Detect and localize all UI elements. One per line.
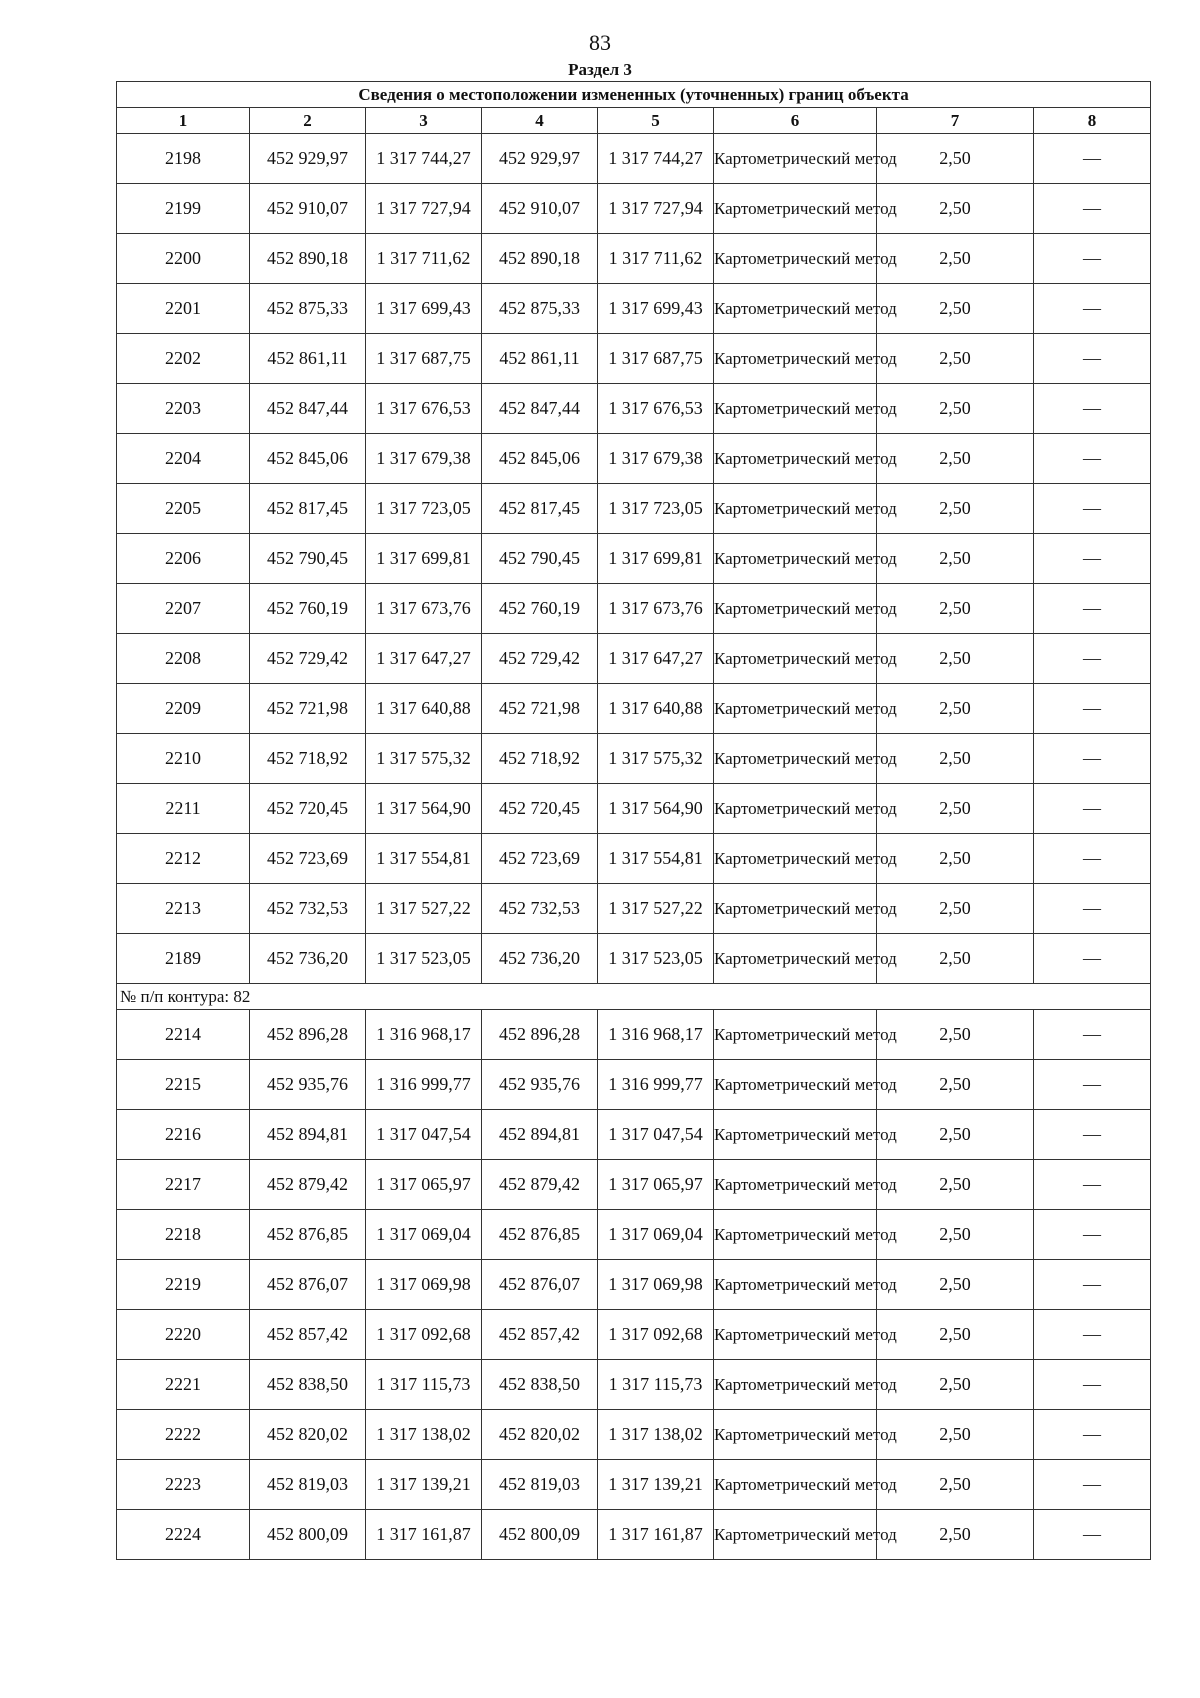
x-coordinate-cell: 452 896,28: [482, 1010, 598, 1060]
point-number-cell: 2212: [117, 834, 250, 884]
point-number-cell: 2218: [117, 1210, 250, 1260]
description-cell: —: [1034, 784, 1151, 834]
y-coordinate-cell: 1 317 527,22: [366, 884, 482, 934]
x-coordinate-cell: 452 820,02: [482, 1410, 598, 1460]
x-coordinate-cell: 452 861,11: [482, 334, 598, 384]
method-cell: Картометрический метод: [714, 1160, 877, 1210]
method-cell: Картометрический метод: [714, 1310, 877, 1360]
precision-cell: 2,50: [877, 334, 1034, 384]
method-cell: Картометрический метод: [714, 184, 877, 234]
y-coordinate-cell: 1 317 575,32: [366, 734, 482, 784]
column-number: 8: [1034, 108, 1151, 134]
description-cell: —: [1034, 434, 1151, 484]
x-coordinate-cell: 452 890,18: [482, 234, 598, 284]
description-cell: —: [1034, 1060, 1151, 1110]
point-number-cell: 2204: [117, 434, 250, 484]
column-number: 1: [117, 108, 250, 134]
point-number-cell: 2217: [117, 1160, 250, 1210]
method-cell: Картометрический метод: [714, 934, 877, 984]
precision-cell: 2,50: [877, 734, 1034, 784]
y-coordinate-cell: 1 317 139,21: [366, 1460, 482, 1510]
x-coordinate-cell: 452 721,98: [482, 684, 598, 734]
x-coordinate-cell: 452 894,81: [250, 1110, 366, 1160]
x-coordinate-cell: 452 817,45: [250, 484, 366, 534]
x-coordinate-cell: 452 929,97: [250, 134, 366, 184]
precision-cell: 2,50: [877, 1360, 1034, 1410]
y-coordinate-cell: 1 317 727,94: [598, 184, 714, 234]
method-cell: Картометрический метод: [714, 1510, 877, 1560]
x-coordinate-cell: 452 718,92: [250, 734, 366, 784]
precision-cell: 2,50: [877, 434, 1034, 484]
y-coordinate-cell: 1 317 138,02: [366, 1410, 482, 1460]
method-cell: Картометрический метод: [714, 584, 877, 634]
y-coordinate-cell: 1 317 676,53: [366, 384, 482, 434]
x-coordinate-cell: 452 800,09: [250, 1510, 366, 1560]
y-coordinate-cell: 1 316 968,17: [598, 1010, 714, 1060]
x-coordinate-cell: 452 729,42: [250, 634, 366, 684]
description-cell: —: [1034, 884, 1151, 934]
section-title: Раздел 3: [568, 60, 632, 79]
y-coordinate-cell: 1 317 699,81: [366, 534, 482, 584]
contour-label: № п/п контура: 82: [117, 984, 1151, 1010]
method-cell: Картометрический метод: [714, 1060, 877, 1110]
description-cell: —: [1034, 484, 1151, 534]
y-coordinate-cell: 1 317 047,54: [598, 1110, 714, 1160]
x-coordinate-cell: 452 720,45: [250, 784, 366, 834]
method-cell: Картометрический метод: [714, 784, 877, 834]
table-row: [117, 1110, 1151, 1160]
table-row: [117, 1410, 1151, 1460]
x-coordinate-cell: 452 819,03: [250, 1460, 366, 1510]
precision-cell: 2,50: [877, 784, 1034, 834]
point-number-cell: 2199: [117, 184, 250, 234]
description-cell: —: [1034, 1310, 1151, 1360]
y-coordinate-cell: 1 317 139,21: [598, 1460, 714, 1510]
x-coordinate-cell: 452 876,85: [250, 1210, 366, 1260]
precision-cell: 2,50: [877, 1260, 1034, 1310]
y-coordinate-cell: 1 317 065,97: [366, 1160, 482, 1210]
precision-cell: 2,50: [877, 184, 1034, 234]
x-coordinate-cell: 452 875,33: [250, 284, 366, 334]
x-coordinate-cell: 452 729,42: [482, 634, 598, 684]
x-coordinate-cell: 452 910,07: [482, 184, 598, 234]
x-coordinate-cell: 452 910,07: [250, 184, 366, 234]
description-cell: —: [1034, 934, 1151, 984]
y-coordinate-cell: 1 317 699,43: [366, 284, 482, 334]
y-coordinate-cell: 1 317 744,27: [598, 134, 714, 184]
x-coordinate-cell: 452 845,06: [250, 434, 366, 484]
y-coordinate-cell: 1 317 647,27: [598, 634, 714, 684]
method-cell: Картометрический метод: [714, 1460, 877, 1510]
table-row: [117, 1060, 1151, 1110]
y-coordinate-cell: 1 317 673,76: [366, 584, 482, 634]
table-row: [117, 134, 1151, 184]
point-number-cell: 2224: [117, 1510, 250, 1560]
y-coordinate-cell: 1 317 711,62: [366, 234, 482, 284]
y-coordinate-cell: 1 317 575,32: [598, 734, 714, 784]
description-cell: —: [1034, 1460, 1151, 1510]
x-coordinate-cell: 452 890,18: [250, 234, 366, 284]
description-cell: —: [1034, 1110, 1151, 1160]
y-coordinate-cell: 1 317 523,05: [366, 934, 482, 984]
x-coordinate-cell: 452 790,45: [250, 534, 366, 584]
point-number-cell: 2203: [117, 384, 250, 434]
x-coordinate-cell: 452 721,98: [250, 684, 366, 734]
point-number-cell: 2200: [117, 234, 250, 284]
x-coordinate-cell: 452 838,50: [250, 1360, 366, 1410]
description-cell: —: [1034, 184, 1151, 234]
method-cell: Картометрический метод: [714, 334, 877, 384]
x-coordinate-cell: 452 929,97: [482, 134, 598, 184]
y-coordinate-cell: 1 317 065,97: [598, 1160, 714, 1210]
x-coordinate-cell: 452 896,28: [250, 1010, 366, 1060]
description-cell: —: [1034, 634, 1151, 684]
y-coordinate-cell: 1 317 092,68: [366, 1310, 482, 1360]
y-coordinate-cell: 1 317 679,38: [366, 434, 482, 484]
table-row: [117, 1460, 1151, 1510]
description-cell: —: [1034, 334, 1151, 384]
column-number-row: [117, 108, 1151, 134]
y-coordinate-cell: 1 317 744,27: [366, 134, 482, 184]
point-number-cell: 2201: [117, 284, 250, 334]
point-number-cell: 2223: [117, 1460, 250, 1510]
method-cell: Картометрический метод: [714, 684, 877, 734]
x-coordinate-cell: 452 732,53: [482, 884, 598, 934]
method-cell: Картометрический метод: [714, 384, 877, 434]
x-coordinate-cell: 452 876,07: [482, 1260, 598, 1310]
x-coordinate-cell: 452 875,33: [482, 284, 598, 334]
y-coordinate-cell: 1 317 527,22: [598, 884, 714, 934]
method-cell: Картометрический метод: [714, 534, 877, 584]
x-coordinate-cell: 452 879,42: [250, 1160, 366, 1210]
table-row: [117, 234, 1151, 284]
precision-cell: 2,50: [877, 234, 1034, 284]
method-cell: Картометрический метод: [714, 1260, 877, 1310]
table-row: [117, 834, 1151, 884]
point-number-cell: 2189: [117, 934, 250, 984]
x-coordinate-cell: 452 800,09: [482, 1510, 598, 1560]
x-coordinate-cell: 452 861,11: [250, 334, 366, 384]
table-row: [117, 434, 1151, 484]
table-row: [117, 484, 1151, 534]
description-cell: —: [1034, 1210, 1151, 1260]
table-row: [117, 934, 1151, 984]
y-coordinate-cell: 1 317 069,04: [366, 1210, 482, 1260]
y-coordinate-cell: 1 317 161,87: [598, 1510, 714, 1560]
description-cell: —: [1034, 1160, 1151, 1210]
precision-cell: 2,50: [877, 584, 1034, 634]
x-coordinate-cell: 452 732,53: [250, 884, 366, 934]
x-coordinate-cell: 452 847,44: [482, 384, 598, 434]
method-cell: Картометрический метод: [714, 1410, 877, 1460]
point-number-cell: 2202: [117, 334, 250, 384]
x-coordinate-cell: 452 736,20: [482, 934, 598, 984]
x-coordinate-cell: 452 879,42: [482, 1160, 598, 1210]
x-coordinate-cell: 452 723,69: [482, 834, 598, 884]
point-number-cell: 2211: [117, 784, 250, 834]
y-coordinate-cell: 1 317 687,75: [366, 334, 482, 384]
x-coordinate-cell: 452 760,19: [482, 584, 598, 634]
x-coordinate-cell: 452 736,20: [250, 934, 366, 984]
point-number-cell: 2209: [117, 684, 250, 734]
precision-cell: 2,50: [877, 684, 1034, 734]
point-number-cell: 2207: [117, 584, 250, 634]
method-cell: Картометрический метод: [714, 284, 877, 334]
table-row: [117, 1310, 1151, 1360]
y-coordinate-cell: 1 317 564,90: [366, 784, 482, 834]
y-coordinate-cell: 1 317 115,73: [366, 1360, 482, 1410]
table-row: [117, 1260, 1151, 1310]
y-coordinate-cell: 1 317 523,05: [598, 934, 714, 984]
x-coordinate-cell: 452 760,19: [250, 584, 366, 634]
table-row: [117, 584, 1151, 634]
precision-cell: 2,50: [877, 634, 1034, 684]
x-coordinate-cell: 452 820,02: [250, 1410, 366, 1460]
precision-cell: 2,50: [877, 834, 1034, 884]
point-number-cell: 2221: [117, 1360, 250, 1410]
table-row: [117, 534, 1151, 584]
table-row: [117, 184, 1151, 234]
y-coordinate-cell: 1 317 699,81: [598, 534, 714, 584]
table-row: [117, 634, 1151, 684]
table-row: [117, 784, 1151, 834]
y-coordinate-cell: 1 317 092,68: [598, 1310, 714, 1360]
y-coordinate-cell: 1 317 161,87: [366, 1510, 482, 1560]
y-coordinate-cell: 1 317 640,88: [598, 684, 714, 734]
x-coordinate-cell: 452 723,69: [250, 834, 366, 884]
precision-cell: 2,50: [877, 1210, 1034, 1260]
y-coordinate-cell: 1 317 069,98: [366, 1260, 482, 1310]
description-cell: —: [1034, 1010, 1151, 1060]
precision-cell: 2,50: [877, 484, 1034, 534]
precision-cell: 2,50: [877, 384, 1034, 434]
precision-cell: 2,50: [877, 1160, 1034, 1210]
column-number: 2: [250, 108, 366, 134]
table-row: [117, 884, 1151, 934]
y-coordinate-cell: 1 317 699,43: [598, 284, 714, 334]
point-number-cell: 2219: [117, 1260, 250, 1310]
y-coordinate-cell: 1 317 711,62: [598, 234, 714, 284]
description-cell: —: [1034, 834, 1151, 884]
description-cell: —: [1034, 1510, 1151, 1560]
method-cell: Картометрический метод: [714, 1360, 877, 1410]
column-number: 6: [714, 108, 877, 134]
description-cell: —: [1034, 284, 1151, 334]
point-number-cell: 2222: [117, 1410, 250, 1460]
y-coordinate-cell: 1 317 687,75: [598, 334, 714, 384]
y-coordinate-cell: 1 317 673,76: [598, 584, 714, 634]
method-cell: Картометрический метод: [714, 1210, 877, 1260]
description-cell: —: [1034, 134, 1151, 184]
description-cell: —: [1034, 584, 1151, 634]
table-row: [117, 734, 1151, 784]
precision-cell: 2,50: [877, 284, 1034, 334]
point-number-cell: 2198: [117, 134, 250, 184]
x-coordinate-cell: 452 819,03: [482, 1460, 598, 1510]
method-cell: Картометрический метод: [714, 884, 877, 934]
precision-cell: 2,50: [877, 534, 1034, 584]
x-coordinate-cell: 452 720,45: [482, 784, 598, 834]
method-cell: Картометрический метод: [714, 234, 877, 284]
description-cell: —: [1034, 1360, 1151, 1410]
y-coordinate-cell: 1 316 999,77: [598, 1060, 714, 1110]
method-cell: Картометрический метод: [714, 434, 877, 484]
method-cell: Картометрический метод: [714, 834, 877, 884]
y-coordinate-cell: 1 317 679,38: [598, 434, 714, 484]
table-caption: Сведения о местоположении измененных (уточненных) границ объекта: [117, 82, 1151, 108]
table-row: [117, 1160, 1151, 1210]
contour-row: [117, 984, 1151, 1010]
precision-cell: 2,50: [877, 1110, 1034, 1160]
x-coordinate-cell: 452 894,81: [482, 1110, 598, 1160]
description-cell: —: [1034, 684, 1151, 734]
x-coordinate-cell: 452 935,76: [482, 1060, 598, 1110]
table-row: [117, 334, 1151, 384]
method-cell: Картометрический метод: [714, 134, 877, 184]
y-coordinate-cell: 1 317 676,53: [598, 384, 714, 434]
y-coordinate-cell: 1 317 554,81: [366, 834, 482, 884]
description-cell: —: [1034, 384, 1151, 434]
description-cell: —: [1034, 734, 1151, 784]
table-row: [117, 1010, 1151, 1060]
coordinates-table: [116, 81, 1151, 1560]
point-number-cell: 2213: [117, 884, 250, 934]
x-coordinate-cell: 452 876,85: [482, 1210, 598, 1260]
precision-cell: 2,50: [877, 884, 1034, 934]
precision-cell: 2,50: [877, 934, 1034, 984]
description-cell: —: [1034, 1260, 1151, 1310]
description-cell: —: [1034, 534, 1151, 584]
table-row: [117, 1210, 1151, 1260]
precision-cell: 2,50: [877, 1010, 1034, 1060]
precision-cell: 2,50: [877, 1410, 1034, 1460]
point-number-cell: 2216: [117, 1110, 250, 1160]
point-number-cell: 2206: [117, 534, 250, 584]
table-row: [117, 1510, 1151, 1560]
table-row: [117, 684, 1151, 734]
x-coordinate-cell: 452 847,44: [250, 384, 366, 434]
description-cell: —: [1034, 1410, 1151, 1460]
table-caption-row: [117, 82, 1151, 108]
x-coordinate-cell: 452 817,45: [482, 484, 598, 534]
method-cell: Картометрический метод: [714, 1010, 877, 1060]
table-row: [117, 384, 1151, 434]
method-cell: Картометрический метод: [714, 734, 877, 784]
table-row: [117, 1360, 1151, 1410]
precision-cell: 2,50: [877, 1060, 1034, 1110]
y-coordinate-cell: 1 317 640,88: [366, 684, 482, 734]
x-coordinate-cell: 452 876,07: [250, 1260, 366, 1310]
x-coordinate-cell: 452 790,45: [482, 534, 598, 584]
precision-cell: 2,50: [877, 1510, 1034, 1560]
method-cell: Картометрический метод: [714, 484, 877, 534]
x-coordinate-cell: 452 718,92: [482, 734, 598, 784]
x-coordinate-cell: 452 838,50: [482, 1360, 598, 1410]
point-number-cell: 2214: [117, 1010, 250, 1060]
y-coordinate-cell: 1 317 047,54: [366, 1110, 482, 1160]
y-coordinate-cell: 1 317 115,73: [598, 1360, 714, 1410]
y-coordinate-cell: 1 317 723,05: [366, 484, 482, 534]
y-coordinate-cell: 1 317 554,81: [598, 834, 714, 884]
column-number: 5: [598, 108, 714, 134]
y-coordinate-cell: 1 317 069,04: [598, 1210, 714, 1260]
y-coordinate-cell: 1 317 647,27: [366, 634, 482, 684]
description-cell: —: [1034, 234, 1151, 284]
point-number-cell: 2210: [117, 734, 250, 784]
y-coordinate-cell: 1 317 069,98: [598, 1260, 714, 1310]
point-number-cell: 2208: [117, 634, 250, 684]
table-body: [117, 82, 1151, 1560]
x-coordinate-cell: 452 935,76: [250, 1060, 366, 1110]
point-number-cell: 2220: [117, 1310, 250, 1360]
y-coordinate-cell: 1 317 564,90: [598, 784, 714, 834]
point-number-cell: 2215: [117, 1060, 250, 1110]
y-coordinate-cell: 1 316 999,77: [366, 1060, 482, 1110]
x-coordinate-cell: 452 845,06: [482, 434, 598, 484]
column-number: 7: [877, 108, 1034, 134]
x-coordinate-cell: 452 857,42: [250, 1310, 366, 1360]
y-coordinate-cell: 1 317 723,05: [598, 484, 714, 534]
x-coordinate-cell: 452 857,42: [482, 1310, 598, 1360]
y-coordinate-cell: 1 317 727,94: [366, 184, 482, 234]
method-cell: Картометрический метод: [714, 1110, 877, 1160]
point-number-cell: 2205: [117, 484, 250, 534]
page-number: 83: [589, 30, 611, 55]
precision-cell: 2,50: [877, 134, 1034, 184]
precision-cell: 2,50: [877, 1460, 1034, 1510]
table-row: [117, 284, 1151, 334]
column-number: 3: [366, 108, 482, 134]
y-coordinate-cell: 1 316 968,17: [366, 1010, 482, 1060]
method-cell: Картометрический метод: [714, 634, 877, 684]
precision-cell: 2,50: [877, 1310, 1034, 1360]
column-number: 4: [482, 108, 598, 134]
y-coordinate-cell: 1 317 138,02: [598, 1410, 714, 1460]
